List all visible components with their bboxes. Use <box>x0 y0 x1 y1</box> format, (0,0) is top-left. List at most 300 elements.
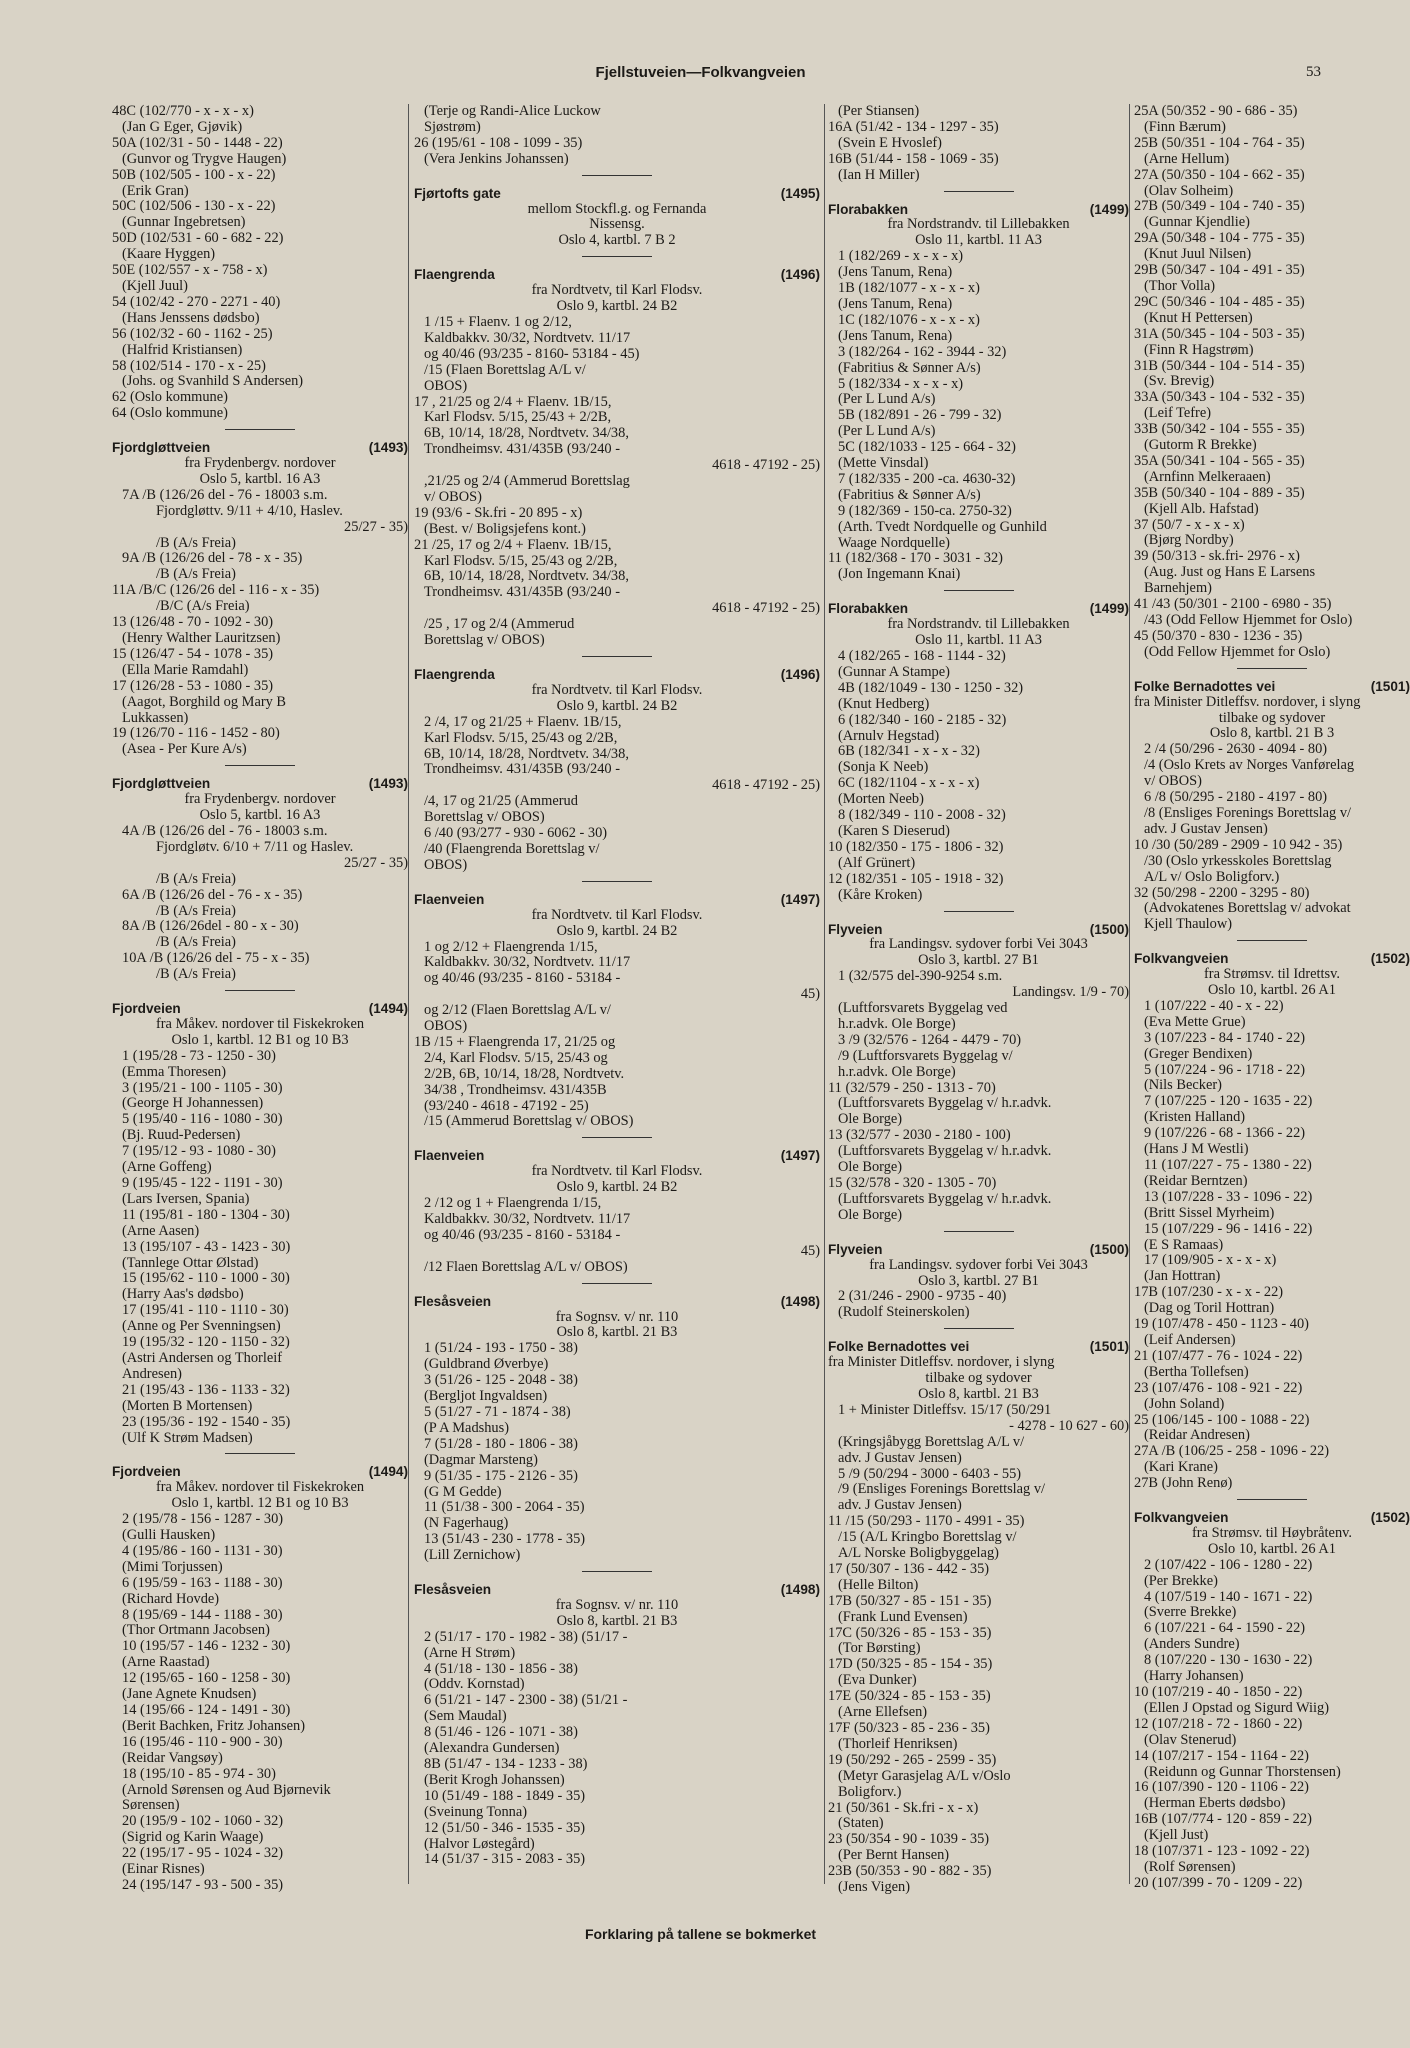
entry-line: 12 (51/50 - 346 - 1535 - 35) <box>424 1819 586 1836</box>
entry-line: (Knut Hedberg) <box>838 695 930 712</box>
street-description: fra Nordstrandv. til Lillebakken <box>887 616 1070 633</box>
entry-line: (Bjørg Nordby) <box>1144 532 1234 549</box>
entry-line: 5 /9 (50/294 - 3000 - 6403 - 55) <box>838 1465 1022 1482</box>
entry-line: 21 (195/43 - 136 - 1133 - 32) <box>122 1381 290 1398</box>
entry-line: adv. J Gustav Jensen) <box>838 1497 962 1514</box>
street-code: (1501) <box>1370 678 1410 694</box>
street-heading <box>828 922 1129 938</box>
entry-line: 8 (182/349 - 110 - 2008 - 32) <box>838 807 1006 824</box>
entry-line: 14 (195/66 - 124 - 1491 - 30) <box>122 1702 291 1718</box>
entry-line: 5 (51/27 - 71 - 1874 - 38) <box>424 1403 571 1420</box>
entry-line: 26 (195/61 - 108 - 1099 - 35) <box>414 134 583 151</box>
street-heading <box>828 202 1129 218</box>
entry-line: (Erik Gran) <box>122 182 189 199</box>
street-code: (1494) <box>368 1464 408 1480</box>
street-code: (1502) <box>1370 1510 1410 1526</box>
street-name: Folkvangveien <box>1134 1510 1229 1526</box>
entry-line: (Einar Risnes) <box>122 1861 205 1878</box>
entry-line: 10A /B (126/26 del - 75 - x - 35) <box>122 950 310 967</box>
entry-line: 1C (182/1076 - x - x - x) <box>838 311 980 328</box>
entry-line: 13 (126/48 - 70 - 1092 - 30) <box>112 614 274 631</box>
entry-line: (Metyr Garasjelag A/L v/Oslo <box>838 1767 1011 1784</box>
entry-line: Trondheimsv. 431/435B (93/240 - <box>424 584 621 601</box>
entry-line: (Rolf Sørensen) <box>1144 1858 1236 1875</box>
entry-line: adv. J Gustav Jensen) <box>1144 820 1268 837</box>
entry-line: 19 (195/32 - 120 - 1150 - 32) <box>122 1334 290 1351</box>
entry-line: 1 (195/28 - 73 - 1250 - 30) <box>122 1047 276 1064</box>
street-name: Folke Bernadottes vei <box>1134 678 1276 694</box>
street-heading <box>112 1001 408 1017</box>
entry-line: 13 (32/577 - 2030 - 2180 - 100) <box>828 1127 1011 1144</box>
street-heading <box>112 776 408 792</box>
entry-line: 6B, 10/14, 18/28, Nordtvetv. 34/38, <box>424 568 629 585</box>
entry-line: 6 /8 (50/295 - 2180 - 4197 - 80) <box>1144 789 1328 806</box>
street-name: Flaengrenda <box>414 267 495 283</box>
entry-line: /B (A/s Freia) <box>156 902 236 919</box>
entry-line: 17 (195/41 - 110 - 1110 - 30) <box>122 1302 289 1319</box>
entry-line: 50E (102/557 - x - 758 - x) <box>112 262 268 279</box>
entry-line: 2/4, Karl Flodsv. 5/15, 25/43 og <box>424 1049 608 1066</box>
entry-line: (Per L Lund A/s) <box>838 391 936 408</box>
entry-line: /4, 17 og 21/25 (Ammerud <box>424 793 578 810</box>
entry-line: 10 (182/350 - 175 - 1806 - 32) <box>828 838 1004 855</box>
entry-line: (Harry Aas's dødsbo) <box>122 1286 244 1303</box>
entry-line: h.r.advk. Ole Borge) <box>838 1063 956 1080</box>
entry-line: (Arne Ellefsen) <box>838 1704 928 1721</box>
entry-line: (Fabritius & Sønner A/s) <box>838 359 981 376</box>
section-separator <box>582 1571 652 1572</box>
entry-line: 2 /12 og 1 + Flaengrenda 1/15, <box>424 1195 602 1212</box>
entry-line: 6 (107/221 - 64 - 1590 - 22) <box>1144 1620 1306 1637</box>
entry-line: og 40/46 (93/235 - 8160- 53184 - 45) <box>424 345 640 362</box>
entry-line: (Eva Dunker) <box>838 1672 917 1689</box>
street-heading <box>414 1582 820 1598</box>
entry-line: 23 (50/354 - 90 - 1039 - 35) <box>828 1831 990 1848</box>
entry-line: 16A (51/42 - 134 - 1297 - 35) <box>828 118 999 135</box>
entry-line: (Fabritius & Sønner A/s) <box>838 486 981 503</box>
entry-line: og 40/46 (93/235 - 8160 - 53184 - <box>424 970 621 987</box>
entry-line: 5B (182/891 - 26 - 799 - 32) <box>838 407 1002 424</box>
entry-line: 17 , 21/25 og 2/4 + Flaenv. 1B/15, <box>414 393 612 410</box>
entry-line: (Odd Fellow Hjemmet for Oslo) <box>1144 643 1331 660</box>
entry-line: 8 (195/69 - 144 - 1188 - 30) <box>122 1606 283 1623</box>
street-heading <box>414 667 820 683</box>
entry-continuation: Landingsv. 1/9 - 70) <box>1012 984 1129 1001</box>
street-heading <box>828 1339 1129 1355</box>
entry-line: (Arth. Tvedt Nordquelle og Gunhild <box>838 518 1047 535</box>
entry-line: Trondheimsv. 431/435B (93/240 - <box>424 761 621 778</box>
entry-line: (Sonja K Neeb) <box>838 759 929 776</box>
entry-line: (Kari Krane) <box>1144 1459 1218 1476</box>
entry-line: (Olav Stenerud) <box>1144 1731 1237 1748</box>
street-description: Oslo 5, kartbl. 16 A3 <box>199 470 321 487</box>
entry-line: 6B, 10/14, 18/28, Nordtvetv. 34/38, <box>424 425 629 442</box>
entry-line: (Ella Marie Ramdahl) <box>122 661 249 678</box>
entry-line: (Per Stiansen) <box>838 103 920 119</box>
section-separator <box>225 990 295 991</box>
street-code: (1499) <box>1089 601 1129 617</box>
entry-line: fra Minister Ditleffsv. nordover, i slyng <box>1134 693 1361 710</box>
entry-line: 62 (Oslo kommune) <box>112 389 228 406</box>
entry-line: (Arne H Strøm) <box>424 1644 516 1661</box>
entry-line: 14 (107/217 - 154 - 1164 - 22) <box>1134 1747 1309 1764</box>
entry-line: /25 , 17 og 2/4 (Ammerud <box>424 616 575 633</box>
entry-line: 16B (51/44 - 158 - 1069 - 35) <box>828 150 999 167</box>
entry-line: Fjordgløtv. 6/10 + 7/11 og Haslev. <box>156 838 354 855</box>
entry-line: (Ian H Miller) <box>838 166 920 183</box>
entry-line: 1B /15 + Flaengrenda 17, 21/25 og <box>414 1033 616 1050</box>
entry-line: 2 /4, 17 og 21/25 + Flaenv. 1B/15, <box>424 713 622 730</box>
entry-line: /15 (Flaen Borettslag A/L v/ <box>424 361 586 378</box>
section-separator <box>1237 940 1307 941</box>
entry-line: Lukkassen) <box>122 709 189 726</box>
entry-line: Kjell Thaulow) <box>1144 916 1233 933</box>
entry-line: /B (A/s Freia) <box>156 966 236 983</box>
entry-line: 10 (51/49 - 188 - 1849 - 35) <box>424 1787 586 1804</box>
entry-line: 41 /43 (50/301 - 2100 - 6980 - 35) <box>1134 596 1332 613</box>
entry-line: 4 (107/519 - 140 - 1671 - 22) <box>1144 1588 1313 1605</box>
entry-line: 20 (107/399 - 70 - 1209 - 22) <box>1134 1874 1303 1891</box>
entry-line: 17E (50/324 - 85 - 153 - 35) <box>828 1688 991 1705</box>
entry-line: h.r.advk. Ole Borge) <box>838 1015 956 1032</box>
entry-line: (Dagmar Marsteng) <box>424 1451 538 1468</box>
street-code: (1499) <box>1089 201 1129 217</box>
entry-continuation: 4618 - 47192 - 25) <box>712 457 820 474</box>
entry-line: (Herman Eberts dødsbo) <box>1144 1795 1286 1812</box>
entry-line: (Jens Tanum, Rena) <box>838 295 953 312</box>
entry-line: (Halfrid Kristiansen) <box>122 341 243 358</box>
entry-line: 5 (107/224 - 96 - 1718 - 22) <box>1144 1061 1306 1078</box>
entry-line: (Leif Andersen) <box>1144 1331 1236 1348</box>
entry-line: 13 (107/228 - 33 - 1096 - 22) <box>1144 1188 1313 1205</box>
entry-line: og 2/12 (Flaen Borettslag A/L v/ <box>424 1002 611 1019</box>
street-code: (1493) <box>368 440 408 456</box>
entry-line: 17 (109/905 - x - x - x) <box>1144 1252 1277 1269</box>
entry-line: adv. J Gustav Jensen) <box>838 1449 962 1466</box>
street-name: Flyveien <box>828 921 883 937</box>
entry-line: 15 (195/62 - 110 - 1000 - 30) <box>122 1270 290 1287</box>
entry-line: /B/C (A/s Freia) <box>156 598 250 615</box>
entry-line: 9 (51/35 - 175 - 2126 - 35) <box>424 1467 578 1484</box>
entry-line: 17B (50/327 - 85 - 151 - 35) <box>828 1592 992 1609</box>
entry-line: 64 (Oslo kommune) <box>112 405 228 422</box>
entry-line: Karl Flodsv. 5/15, 25/43 og 2/2B, <box>424 729 618 746</box>
entry-line: (Helle Bilton) <box>838 1576 919 1593</box>
entry-line: (Arne Raastad) <box>122 1654 210 1671</box>
entry-line: 19 (93/6 - Sk.fri - 20 895 - x) <box>414 504 583 521</box>
entry-line: 13 (51/43 - 230 - 1778 - 35) <box>424 1531 586 1548</box>
entry-line: 23 (195/36 - 192 - 1540 - 35) <box>122 1413 291 1430</box>
entry-line: 39 (50/313 - sk.fri- 2976 - x) <box>1134 548 1300 565</box>
entry-line: (Morten B Mortensen) <box>122 1397 253 1414</box>
entry-line: (Arnulv Hegstad) <box>838 727 940 744</box>
street-description: fra Nordtvetv. til Karl Flodsv. <box>531 906 703 923</box>
street-description: Oslo 1, kartbl. 12 B1 og 10 B3 <box>171 1495 349 1512</box>
entry-line: Fjordgløttv. 9/11 + 4/10, Haslev. <box>156 502 343 519</box>
entry-line: 23B (50/353 - 90 - 882 - 35) <box>828 1863 992 1880</box>
entry-line: (Terje og Randi-Alice Luckow <box>424 103 601 119</box>
entry-line: 27B (50/349 - 104 - 740 - 35) <box>1134 198 1305 215</box>
entry-line: 4 (195/86 - 160 - 1131 - 30) <box>122 1542 283 1559</box>
entry-line: OBOS) <box>424 856 468 873</box>
entry-line: 4B (182/1049 - 130 - 1250 - 32) <box>838 679 1024 696</box>
entry-line: Barnehjem) <box>1144 580 1212 597</box>
entry-line: (Kjell Just) <box>1144 1827 1209 1844</box>
entry-line: 9 (182/369 - 150-ca. 2750-32) <box>838 502 1012 519</box>
section-separator <box>225 429 295 430</box>
entry-line: 50C (102/506 - 130 - x - 22) <box>112 198 276 215</box>
entry-line: 2/2B, 6B, 10/14, 18/28, Nordtvetv. <box>424 1065 625 1082</box>
entry-line: (Luftforsvarets Byggelag v/ h.r.advk. <box>838 1143 1052 1160</box>
entry-line: 6B (182/341 - x - x - 32) <box>838 743 980 760</box>
section-separator <box>582 656 652 657</box>
entry-line: (Berit Bachken, Fritz Johansen) <box>122 1717 306 1734</box>
street-code: (1496) <box>780 667 820 682</box>
entry-line: ,21/25 og 2/4 (Ammerud Borettslag <box>424 473 630 490</box>
entry-line: (Jan G Eger, Gjøvik) <box>122 118 243 135</box>
entry-line: (Jens Vigen) <box>838 1879 911 1896</box>
street-description: fra Strømsv. til Høybråtenv. <box>1192 1524 1352 1541</box>
entry-line: 2 (51/17 - 170 - 1982 - 38) (51/17 - <box>424 1628 628 1645</box>
street-code: (1493) <box>368 776 408 792</box>
page-header <box>0 64 1401 86</box>
entry-line: 25A (50/352 - 90 - 686 - 35) <box>1134 103 1298 119</box>
directory-columns <box>112 103 1410 1896</box>
entry-line: (Thor Volla) <box>1144 277 1216 294</box>
entry-line: 27B (John Renø) <box>1134 1475 1233 1492</box>
entry-line: (Advokatenes Borettslag v/ advokat <box>1144 900 1351 917</box>
entry-line: (Kringsjåbygg Borettslag A/L v/ <box>838 1433 1025 1450</box>
entry-line: v/ OBOS) <box>424 488 482 505</box>
street-description: Oslo 10, kartbl. 26 A1 <box>1208 1540 1336 1557</box>
entry-line: 8B (51/47 - 134 - 1233 - 38) <box>424 1756 588 1772</box>
entry-line: 10 /30 (50/289 - 2909 - 10 942 - 35) <box>1134 836 1343 853</box>
entry-line: Karl Flodsv. 5/15, 25/43 og 2/2B, <box>424 552 618 569</box>
entry-line: 4A /B (126/26 del - 76 - 18003 s.m. <box>122 822 328 839</box>
entry-line: (Jane Agnete Knudsen) <box>122 1686 257 1703</box>
entry-line: (Knut Juul Nilsen) <box>1144 246 1252 263</box>
section-separator <box>944 1231 1014 1232</box>
entry-line: 29B (50/347 - 104 - 491 - 35) <box>1134 262 1305 279</box>
street-name: Florabakken <box>828 201 909 217</box>
entry-line: Borettslag v/ OBOS) <box>424 632 545 649</box>
entry-line: 1 (51/24 - 193 - 1750 - 38) <box>424 1340 578 1357</box>
street-name: Fjordgløttveien <box>112 776 211 792</box>
entry-line: (Arne Aasen) <box>122 1222 200 1239</box>
street-description: Oslo 8, kartbl. 21 B 3 <box>1209 725 1335 742</box>
entry-line: 3 (107/223 - 84 - 1740 - 22) <box>1144 1029 1306 1046</box>
street-heading <box>112 440 408 456</box>
entry-line: (Vera Jenkins Johanssen) <box>424 150 569 167</box>
entry-line: 12 (182/351 - 105 - 1918 - 32) <box>828 870 1004 887</box>
entry-line: (Arnfinn Melkeraaen) <box>1144 468 1271 485</box>
street-name: Fjordgløttveien <box>112 440 211 456</box>
entry-line: 1 (32/575 del-390-9254 s.m. <box>838 968 1003 985</box>
street-heading <box>828 1242 1129 1258</box>
street-name: Flaenveien <box>414 891 485 907</box>
entry-line: /B (A/s Freia) <box>156 566 236 583</box>
street-name: Flaengrenda <box>414 667 495 682</box>
street-code: (1501) <box>1089 1339 1129 1355</box>
street-heading <box>414 892 820 908</box>
street-description: fra Landingsv. sydover forbi Vei 3043 <box>869 1256 1088 1273</box>
street-description: fra Landingsv. sydover forbi Vei 3043 <box>869 936 1088 953</box>
entry-line: 45 (50/370 - 830 - 1236 - 35) <box>1134 627 1303 644</box>
entry-line: 8 (51/46 - 126 - 1071 - 38) <box>424 1724 578 1741</box>
section-separator <box>582 256 652 257</box>
entry-line: 16B (107/774 - 120 - 859 - 22) <box>1134 1811 1312 1828</box>
street-description: Oslo 1, kartbl. 12 B1 og 10 B3 <box>171 1031 349 1048</box>
entry-line: (Bertha Tollefsen) <box>1144 1363 1249 1380</box>
entry-line: (Richard Hovde) <box>122 1590 220 1607</box>
street-description: fra Nordstrandv. til Lillebakken <box>887 216 1070 233</box>
entry-line: (Arne Hellum) <box>1144 150 1230 167</box>
entry-line: (Knut H Pettersen) <box>1144 309 1253 326</box>
street-name: Flesåsveien <box>414 1293 492 1309</box>
entry-line: 1 + Minister Ditleffsv. 15/17 (50/291 <box>838 1401 1052 1418</box>
street-description: Oslo 4, kartbl. 7 B 2 <box>558 232 676 249</box>
entry-line: (Hans Jenssens dødsbo) <box>122 309 260 326</box>
entry-line: (Reidar Berntzen) <box>1144 1172 1248 1189</box>
section-separator <box>1237 668 1307 669</box>
entry-line: 56 (102/32 - 60 - 1162 - 25) <box>112 325 273 342</box>
entry-line: Boligforv.) <box>838 1783 902 1800</box>
entry-line: 6 (51/21 - 147 - 2300 - 38) (51/21 - <box>424 1692 628 1709</box>
entry-line: (Olav Solheim) <box>1144 182 1234 199</box>
street-name: Flesåsveien <box>414 1582 492 1598</box>
entry-line: 31A (50/345 - 104 - 503 - 35) <box>1134 325 1305 342</box>
entry-line: 18 (195/10 - 85 - 974 - 30) <box>122 1765 276 1782</box>
entry-line: (Greger Bendixen) <box>1144 1045 1253 1062</box>
entry-line: Andresen) <box>122 1365 182 1382</box>
entry-line: 12 (195/65 - 160 - 1258 - 30) <box>122 1670 291 1687</box>
street-heading <box>414 1294 820 1310</box>
entry-line: 35B (50/340 - 104 - 889 - 35) <box>1134 484 1305 501</box>
street-description: fra Strømsv. til Idrettsv. <box>1203 966 1341 983</box>
entry-line: (Sverre Brekke) <box>1144 1604 1237 1621</box>
entry-line: (Luftforsvarets Byggelag ved <box>838 1000 1008 1017</box>
entry-continuation: 25/27 - 35) <box>344 518 408 535</box>
entry-line: Sjøstrøm) <box>424 118 481 135</box>
section-separator <box>582 1137 652 1138</box>
entry-line: 33A (50/343 - 104 - 532 - 35) <box>1134 389 1305 406</box>
entry-line: (Kristen Halland) <box>1144 1109 1246 1126</box>
street-code: (1496) <box>780 267 820 283</box>
entry-line: 16 (107/390 - 120 - 1106 - 22) <box>1134 1779 1309 1796</box>
entry-line: (Luftforsvarets Byggelag v/ h.r.advk. <box>838 1095 1052 1112</box>
entry-line: 9 (195/45 - 122 - 1191 - 30) <box>122 1175 283 1191</box>
entry-continuation: 4618 - 47192 - 25) <box>712 777 820 794</box>
entry-line: Kaldbakkv. 30/32, Nordtvetv. 11/17 <box>424 954 631 971</box>
entry-line: 7 (182/335 - 200 -ca. 4630-32) <box>838 470 1016 487</box>
street-name: Fjordveien <box>112 1464 181 1480</box>
entry-line: OBOS) <box>424 1018 468 1035</box>
entry-line: (Britt Sissel Myrheim) <box>1144 1204 1275 1221</box>
street-code: (1497) <box>780 1148 820 1164</box>
entry-line: 5 (182/334 - x - x - x) <box>838 375 964 392</box>
entry-line: 27A (50/350 - 104 - 662 - 35) <box>1134 166 1305 183</box>
entry-line: (George H Johannessen) <box>122 1095 264 1112</box>
entry-line: (Best. v/ Boligsjefens kont.) <box>424 520 586 537</box>
street-heading <box>1134 1510 1410 1526</box>
entry-line: 11 (195/81 - 180 - 1304 - 30) <box>122 1206 290 1223</box>
entry-line: (Harry Johansen) <box>1144 1668 1244 1685</box>
street-description: Oslo 8, kartbl. 21 B3 <box>556 1324 678 1341</box>
entry-line: 14 (51/37 - 315 - 2083 - 35) <box>424 1851 586 1868</box>
entry-line: 20 (195/9 - 102 - 1060 - 32) <box>122 1813 284 1830</box>
entry-line: Ole Borge) <box>838 1159 903 1176</box>
entry-line: (Lars Iversen, Spania) <box>122 1190 250 1207</box>
entry-line: v/ OBOS) <box>1144 773 1202 790</box>
entry-line: 5 (195/40 - 116 - 1080 - 30) <box>122 1111 283 1128</box>
entry-line: (Jens Tanum, Rena) <box>838 264 953 281</box>
entry-line: 4 (182/265 - 168 - 1144 - 32) <box>838 648 1006 664</box>
column-1 <box>112 103 409 1893</box>
entry-line: 7A /B (126/26 del - 76 - 18003 s.m. <box>122 486 328 503</box>
street-name: Flaenveien <box>414 1148 485 1164</box>
section-separator <box>944 1328 1014 1329</box>
column-3 <box>828 103 1130 1896</box>
entry-line: (Alexandra Gundersen) <box>424 1740 560 1757</box>
entry-line: Karl Flodsv. 5/15, 25/43 + 2/2B, <box>424 409 612 426</box>
street-description: Nissensg. <box>589 216 645 233</box>
entry-line: (Sv. Brevig) <box>1144 373 1215 390</box>
entry-line: 19 (50/292 - 265 - 2599 - 35) <box>828 1751 997 1768</box>
entry-line: 13 (195/107 - 43 - 1423 - 30) <box>122 1238 291 1255</box>
entry-line: (Thorleif Henriksen) <box>838 1735 958 1752</box>
street-code: (1495) <box>780 185 820 201</box>
street-description: fra Sognsv. v/ nr. 110 <box>555 1596 679 1613</box>
entry-line: (Johs. og Svanhild S Andersen) <box>122 373 304 390</box>
column-4 <box>1134 103 1410 1891</box>
entry-line: (Aagot, Borghild og Mary B <box>122 693 287 710</box>
entry-line: (Gunnar Kjendlie) <box>1144 214 1250 231</box>
entry-continuation: 45) <box>800 1242 820 1259</box>
section-separator <box>225 1453 295 1454</box>
entry-line: (Tor Børsting) <box>838 1640 921 1657</box>
entry-line: (Per Brekke) <box>1144 1572 1218 1589</box>
street-description: Oslo 3, kartbl. 27 B1 <box>918 1272 1039 1289</box>
entry-line: (Thor Ortmann Jacobsen) <box>122 1622 270 1639</box>
entry-line: 35A (50/341 - 104 - 565 - 35) <box>1134 452 1305 469</box>
street-description: Oslo 8, kartbl. 21 B3 <box>556 1612 678 1629</box>
entry-line: (Reidar Vangsøy) <box>122 1749 223 1766</box>
street-code: (1500) <box>1089 921 1129 937</box>
entry-line: 58 (102/514 - 170 - x - 25) <box>112 357 266 374</box>
entry-line: 19 (107/478 - 450 - 1123 - 40) <box>1134 1316 1309 1333</box>
entry-line: (Jon Ingemann Knai) <box>838 566 961 583</box>
entry-line: 17B (107/230 - x - x - 22) <box>1134 1284 1284 1301</box>
entry-line: (Gutorm R Brekke) <box>1144 437 1257 454</box>
entry-line: Sørensen) <box>122 1797 180 1814</box>
entry-line: (Leif Tefre) <box>1144 405 1212 422</box>
entry-line: (Guldbrand Øverbye) <box>424 1356 549 1373</box>
entry-continuation: 25/27 - 35) <box>344 854 408 871</box>
entry-line: (Reidunn og Gunnar Thorstensen) <box>1144 1763 1341 1780</box>
entry-line: (Bergljot Ingvaldsen) <box>424 1388 548 1405</box>
street-heading <box>828 601 1129 617</box>
entry-line: 17D (50/325 - 85 - 154 - 35) <box>828 1656 993 1673</box>
entry-line: /B (A/s Freia) <box>156 534 236 551</box>
entry-line: (Mette Vinsdal) <box>838 455 929 472</box>
entry-line: 48C (102/770 - x - x - x) <box>112 103 254 119</box>
entry-line: 3 (182/264 - 162 - 3944 - 32) <box>838 343 1007 360</box>
entry-line: 25B (50/351 - 104 - 764 - 35) <box>1134 134 1305 151</box>
section-separator <box>944 590 1014 591</box>
entry-line: (Gunnar Ingebretsen) <box>122 214 246 231</box>
entry-line: A/L Norske Boligbyggelag) <box>838 1545 999 1562</box>
entry-line: 15 (107/229 - 96 - 1416 - 22) <box>1144 1220 1313 1237</box>
